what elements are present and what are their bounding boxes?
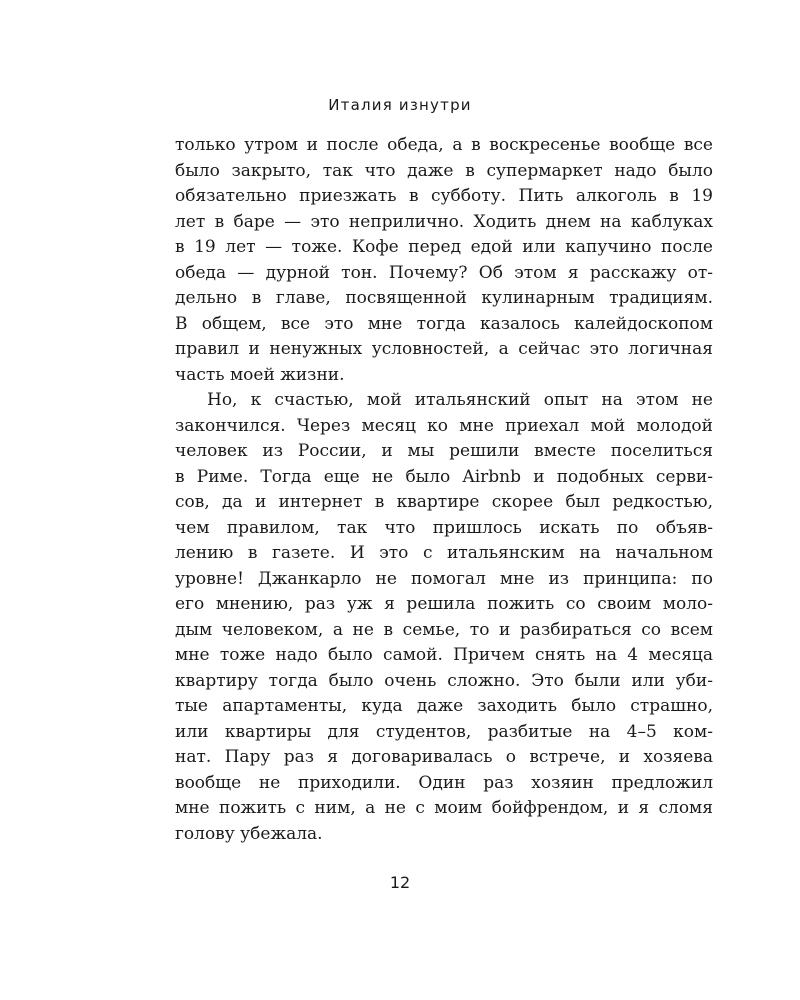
- text-line: вообще не приходили. Один раз хозяин предложил: [175, 772, 713, 793]
- text-line: правил и ненужных условностей, а сейчас это логичная: [175, 339, 713, 359]
- text-line: лет в баре — это неприлично. Ходить днем на каблуках: [175, 211, 713, 232]
- text-line: человек из России, и мы решили вместе поселиться: [175, 441, 713, 461]
- text-line: или квартиры для студентов, разбитые на 4–5 ком-: [175, 721, 713, 742]
- page-number: 12: [389, 873, 411, 892]
- text-line: лению в газете. И это с итальянским на начальном: [175, 543, 713, 563]
- text-line: в Риме. Тогда еще не было Airbnb и подобных серви-: [175, 466, 713, 487]
- text-line: сов, да и интернет в квартире скорее был редкостью,: [175, 492, 713, 512]
- text-line: тые апартаменты, куда даже заходить было страшно,: [175, 696, 713, 716]
- text-line: в 19 лет — тоже. Кофе перед едой или капучино после: [175, 237, 713, 257]
- text-line: голову убежала.: [175, 823, 323, 844]
- text-line: дым человеком, а не в семье, то и разбираться со всем: [175, 619, 713, 640]
- paragraph-1: [175, 133, 713, 388]
- text-line: квартиру тогда было очень сложно. Это были или уби-: [175, 670, 713, 691]
- text-line: обеда — дурной тон. Почему? Об этом я расскажу от-: [175, 262, 713, 283]
- text-line: дельно в главе, посвященной кулинарным традициям.: [175, 288, 713, 308]
- text-line: мне тоже надо было самой. Причем снять на 4 месяца: [175, 645, 713, 665]
- text-line: мне пожить с ним, а не с моим бойфрендом, и я сломя: [175, 798, 713, 818]
- text-line: только утром и после обеда, а в воскресенье вообще все: [175, 135, 713, 155]
- text-line: обязательно приезжать в субботу. Пить алкоголь в 19: [175, 186, 713, 206]
- paragraph-2: [175, 388, 713, 847]
- text-line: часть моей жизни.: [175, 364, 345, 385]
- text-line: чем правилом, так что пришлось искать по объяв-: [175, 517, 713, 538]
- body-text: [175, 133, 713, 847]
- text-line: его мнению, раз уж я решила пожить со своим моло-: [175, 594, 713, 614]
- text-line: закончился. Через месяц ко мне приехал мой молодой: [175, 415, 713, 436]
- running-header: Италия изнутри: [328, 96, 472, 114]
- text-line: В общем, все это мне тогда казалось калейдоскопом: [175, 313, 713, 334]
- text-line: уровне! Джанкарло не помогал мне из принципа: по: [175, 568, 713, 589]
- text-line: было закрыто, так что даже в супермаркет надо было: [175, 160, 713, 181]
- text-line: Но, к счастью, мой итальянский опыт на этом не: [207, 390, 713, 410]
- text-line: нат. Пару раз я договаривалась о встрече, и хозяева: [175, 747, 713, 767]
